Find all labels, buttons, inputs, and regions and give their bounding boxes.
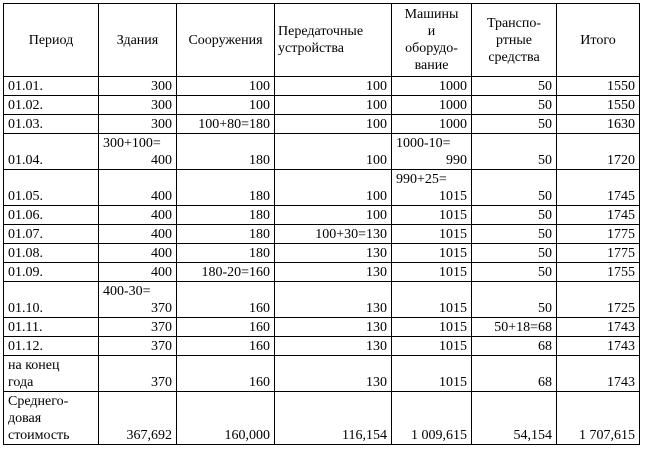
cell-machines	[392, 337, 472, 356]
cell-machines-line: 1015	[439, 301, 467, 316]
cell-total	[557, 337, 640, 356]
cell-total	[557, 77, 640, 96]
cell-buildings-line: 367,692	[126, 428, 172, 443]
cell-transmission	[275, 77, 392, 96]
cell-transmission-line: 100	[366, 189, 387, 204]
cell-total-value: 1 707,615	[579, 428, 635, 443]
cell-machines	[392, 96, 472, 115]
cell-transport-line: 50	[538, 301, 552, 316]
cell-total-value: 1755	[607, 265, 635, 280]
cell-total	[557, 170, 640, 206]
cell-transport	[472, 337, 557, 356]
cell-period	[4, 115, 99, 134]
cell-transmission	[275, 134, 392, 170]
cell-transport-line: 54,154	[513, 428, 552, 443]
cell-machines-line: 1015	[439, 246, 467, 261]
cell-transmission	[275, 318, 392, 337]
cell-period-value: 01.05.	[8, 189, 43, 204]
cell-buildings	[99, 170, 177, 206]
cell-total-value: 1550	[607, 79, 635, 94]
cell-transmission-line: 100	[366, 79, 387, 94]
table-row	[4, 318, 640, 337]
cell-transport-line: 50	[538, 265, 552, 280]
cell-period	[4, 263, 99, 282]
header-transport-line: Транспо-	[486, 15, 542, 31]
cell-transport-line: 68	[538, 339, 552, 354]
cell-machines	[392, 263, 472, 282]
cell-period-line: довая	[8, 411, 42, 426]
cell-transmission-line: 100	[366, 117, 387, 132]
cell-buildings-line: 370	[151, 375, 172, 390]
cell-transmission	[275, 206, 392, 225]
table-row	[4, 96, 640, 115]
cell-buildings-line: 370	[151, 339, 172, 354]
cell-transmission	[275, 96, 392, 115]
cell-transport-line: 50	[538, 246, 552, 261]
cell-total-value: 1720	[607, 153, 635, 168]
cell-total	[557, 356, 640, 392]
cell-machines-line: 1015	[439, 208, 467, 223]
cell-transport	[472, 206, 557, 225]
cell-period-value: 01.02.	[8, 98, 43, 113]
cell-buildings	[99, 356, 177, 392]
cell-total-value: 1725	[607, 301, 635, 316]
cell-period	[4, 206, 99, 225]
table-row	[4, 134, 640, 170]
cell-machines-line: 1015	[439, 339, 467, 354]
cell-transmission	[275, 392, 392, 445]
cell-transmission-line: 100+30=130	[315, 227, 387, 242]
header-transmission: Передаточные устройства	[275, 4, 392, 77]
cell-transport	[472, 244, 557, 263]
cell-machines	[392, 282, 472, 318]
cell-period	[4, 96, 99, 115]
cell-transport-line: 50	[538, 227, 552, 242]
cell-structures	[177, 318, 275, 337]
cell-total	[557, 244, 640, 263]
cell-transport-line: 50	[538, 98, 552, 113]
cell-structures	[177, 115, 275, 134]
cell-machines-line: 1015	[439, 265, 467, 280]
table-body	[4, 77, 640, 445]
cell-machines-line: 1015	[439, 320, 467, 335]
cell-transmission-line: 130	[366, 265, 387, 280]
fixed-assets-table	[3, 3, 640, 445]
cell-total-value: 1745	[607, 189, 635, 204]
cell-structures-line: 160	[249, 320, 270, 335]
cell-structures	[177, 263, 275, 282]
cell-buildings-line: 400	[151, 208, 172, 223]
cell-transport-line: 68	[538, 375, 552, 390]
header-machines-line: Машины	[404, 7, 459, 22]
cell-buildings-line: 400	[151, 265, 172, 280]
cell-transmission	[275, 337, 392, 356]
cell-period	[4, 225, 99, 244]
cell-total-value: 1743	[607, 375, 635, 390]
cell-transmission-line: 100	[366, 208, 387, 223]
cell-total	[557, 206, 640, 225]
header-transport-line: ртные	[495, 32, 533, 48]
header-machines-line: оборудо-	[405, 41, 458, 56]
cell-total	[557, 263, 640, 282]
cell-period-value: 01.01.	[8, 79, 43, 94]
cell-transport	[472, 170, 557, 206]
cell-machines-line: 1015	[439, 189, 467, 204]
cell-transmission	[275, 225, 392, 244]
cell-transport-line: 50	[538, 117, 552, 132]
cell-transport	[472, 356, 557, 392]
cell-structures-line: 100	[249, 79, 270, 94]
cell-transmission-line: 130	[366, 246, 387, 261]
cell-structures	[177, 282, 275, 318]
table-row	[4, 263, 640, 282]
header-transport	[472, 4, 557, 77]
cell-structures-line: 180	[249, 153, 270, 168]
table-row	[4, 225, 640, 244]
table-row	[4, 115, 640, 134]
cell-period-value: 01.03.	[8, 117, 43, 132]
cell-structures-line: 100+80=180	[198, 117, 270, 132]
header-machines-line: и	[427, 24, 436, 39]
cell-buildings	[99, 77, 177, 96]
cell-transmission	[275, 356, 392, 392]
cell-period-value: 01.06.	[8, 208, 43, 223]
cell-transport	[472, 392, 557, 445]
cell-structures-line: 180-20=160	[201, 265, 270, 280]
cell-total-value: 1550	[607, 98, 635, 113]
cell-period	[4, 356, 99, 392]
cell-machines	[392, 356, 472, 392]
cell-machines	[392, 206, 472, 225]
cell-structures-line: 180	[249, 246, 270, 261]
cell-buildings	[99, 392, 177, 445]
cell-buildings	[99, 337, 177, 356]
cell-structures-line: 180	[249, 208, 270, 223]
cell-transport	[472, 282, 557, 318]
cell-period	[4, 337, 99, 356]
cell-structures	[177, 96, 275, 115]
cell-transmission-line: 100	[366, 153, 387, 168]
cell-total	[557, 225, 640, 244]
cell-total-value: 1775	[607, 246, 635, 261]
table-row	[4, 356, 640, 392]
cell-buildings-line: 370	[151, 301, 172, 316]
cell-structures	[177, 225, 275, 244]
cell-structures	[177, 244, 275, 263]
cell-transmission-line: 130	[366, 301, 387, 316]
header-transport-line: средства	[488, 49, 540, 65]
cell-machines	[392, 134, 472, 170]
cell-machines-line: 1015	[439, 227, 467, 242]
cell-machines	[392, 318, 472, 337]
table-row	[4, 282, 640, 318]
cell-structures-line: 160	[249, 301, 270, 316]
cell-buildings	[99, 225, 177, 244]
cell-buildings-line: 400	[151, 153, 172, 168]
header-machines	[392, 4, 472, 77]
cell-period	[4, 282, 99, 318]
cell-structures-line: 180	[249, 189, 270, 204]
cell-machines	[392, 392, 472, 445]
table-row	[4, 77, 640, 96]
cell-structures-line: 180	[249, 227, 270, 242]
cell-machines-line: 1000	[439, 98, 467, 113]
table-row	[4, 392, 640, 445]
cell-buildings-line: 400-30=	[103, 284, 151, 299]
cell-total-value: 1745	[607, 208, 635, 223]
cell-transmission	[275, 263, 392, 282]
cell-buildings-line: 300	[151, 117, 172, 132]
cell-structures	[177, 77, 275, 96]
cell-total	[557, 282, 640, 318]
cell-machines	[392, 225, 472, 244]
cell-buildings-line: 300	[151, 79, 172, 94]
cell-transport	[472, 263, 557, 282]
cell-transmission-line: 130	[366, 339, 387, 354]
cell-total-value: 1743	[607, 320, 635, 335]
cell-structures-line: 160,000	[224, 428, 270, 443]
cell-total	[557, 318, 640, 337]
cell-buildings	[99, 134, 177, 170]
cell-buildings-line: 370	[151, 320, 172, 335]
cell-period-line: Среднего-	[8, 394, 69, 409]
cell-total-value: 1775	[607, 227, 635, 242]
cell-machines-line: 990+25=	[396, 172, 447, 187]
table-row	[4, 244, 640, 263]
cell-structures	[177, 356, 275, 392]
cell-machines	[392, 77, 472, 96]
cell-period-value: 01.11.	[8, 320, 43, 335]
cell-period-value: 01.10.	[8, 301, 43, 316]
cell-transport	[472, 134, 557, 170]
cell-transport-line: 50	[538, 208, 552, 223]
cell-buildings-line: 400	[151, 246, 172, 261]
cell-machines-line: 1 009,615	[411, 428, 467, 443]
cell-buildings-line: 400	[151, 227, 172, 242]
cell-period-line: на конец	[8, 358, 60, 373]
cell-period	[4, 134, 99, 170]
header-row	[4, 4, 640, 77]
cell-transport	[472, 225, 557, 244]
cell-buildings	[99, 96, 177, 115]
cell-transport-line: 50	[538, 79, 552, 94]
cell-buildings-line: 300	[151, 98, 172, 113]
cell-machines	[392, 115, 472, 134]
cell-period-value: 01.08.	[8, 246, 43, 261]
cell-period-value: 01.04.	[8, 153, 43, 168]
cell-total	[557, 96, 640, 115]
cell-buildings	[99, 206, 177, 225]
cell-period-line: года	[8, 375, 34, 390]
cell-machines	[392, 170, 472, 206]
header-total: Итого	[557, 4, 640, 77]
cell-total-value: 1630	[607, 117, 635, 132]
cell-period	[4, 244, 99, 263]
cell-buildings	[99, 263, 177, 282]
cell-period	[4, 318, 99, 337]
cell-transmission	[275, 170, 392, 206]
cell-total-value: 1743	[607, 339, 635, 354]
cell-buildings	[99, 282, 177, 318]
cell-machines-line: 1000-10=	[396, 136, 451, 151]
cell-buildings-line: 300+100=	[103, 136, 161, 151]
cell-structures	[177, 170, 275, 206]
cell-buildings-line: 400	[151, 189, 172, 204]
cell-period-value: 01.09.	[8, 265, 43, 280]
cell-machines	[392, 244, 472, 263]
cell-buildings	[99, 115, 177, 134]
table-row	[4, 337, 640, 356]
cell-machines-line: 1000	[439, 79, 467, 94]
cell-transport	[472, 96, 557, 115]
cell-machines-line: 1000	[439, 117, 467, 132]
cell-buildings	[99, 318, 177, 337]
cell-period-value: 01.12.	[8, 339, 43, 354]
table-row	[4, 206, 640, 225]
cell-transmission	[275, 244, 392, 263]
header-period: Период	[4, 4, 99, 77]
cell-transmission-line: 116,154	[342, 428, 387, 443]
cell-transport-line: 50+18=68	[494, 320, 552, 335]
cell-total	[557, 115, 640, 134]
cell-structures	[177, 134, 275, 170]
cell-structures-line: 100	[249, 98, 270, 113]
cell-period-value: 01.07.	[8, 227, 43, 242]
cell-transmission-line: 130	[366, 375, 387, 390]
cell-transmission-line: 100	[366, 98, 387, 113]
cell-machines-line: 990	[446, 153, 467, 168]
cell-period	[4, 392, 99, 445]
cell-buildings	[99, 244, 177, 263]
cell-total	[557, 134, 640, 170]
cell-total	[557, 392, 640, 445]
cell-period	[4, 170, 99, 206]
cell-structures-line: 160	[249, 375, 270, 390]
cell-period-line: стоимость	[8, 428, 70, 443]
header-buildings: Здания	[99, 4, 177, 77]
cell-transport-line: 50	[538, 189, 552, 204]
header-machines-line: вание	[414, 58, 449, 73]
cell-structures	[177, 392, 275, 445]
cell-transport-line: 50	[538, 153, 552, 168]
header-structures: Сооружения	[177, 4, 275, 77]
cell-transmission-line: 130	[366, 320, 387, 335]
cell-structures	[177, 206, 275, 225]
table-row	[4, 170, 640, 206]
cell-transmission	[275, 115, 392, 134]
cell-transport	[472, 318, 557, 337]
cell-period	[4, 77, 99, 96]
cell-transport	[472, 77, 557, 96]
cell-transport	[472, 115, 557, 134]
cell-machines-line: 1015	[439, 375, 467, 390]
cell-structures-line: 160	[249, 339, 270, 354]
cell-structures	[177, 337, 275, 356]
cell-transmission	[275, 282, 392, 318]
